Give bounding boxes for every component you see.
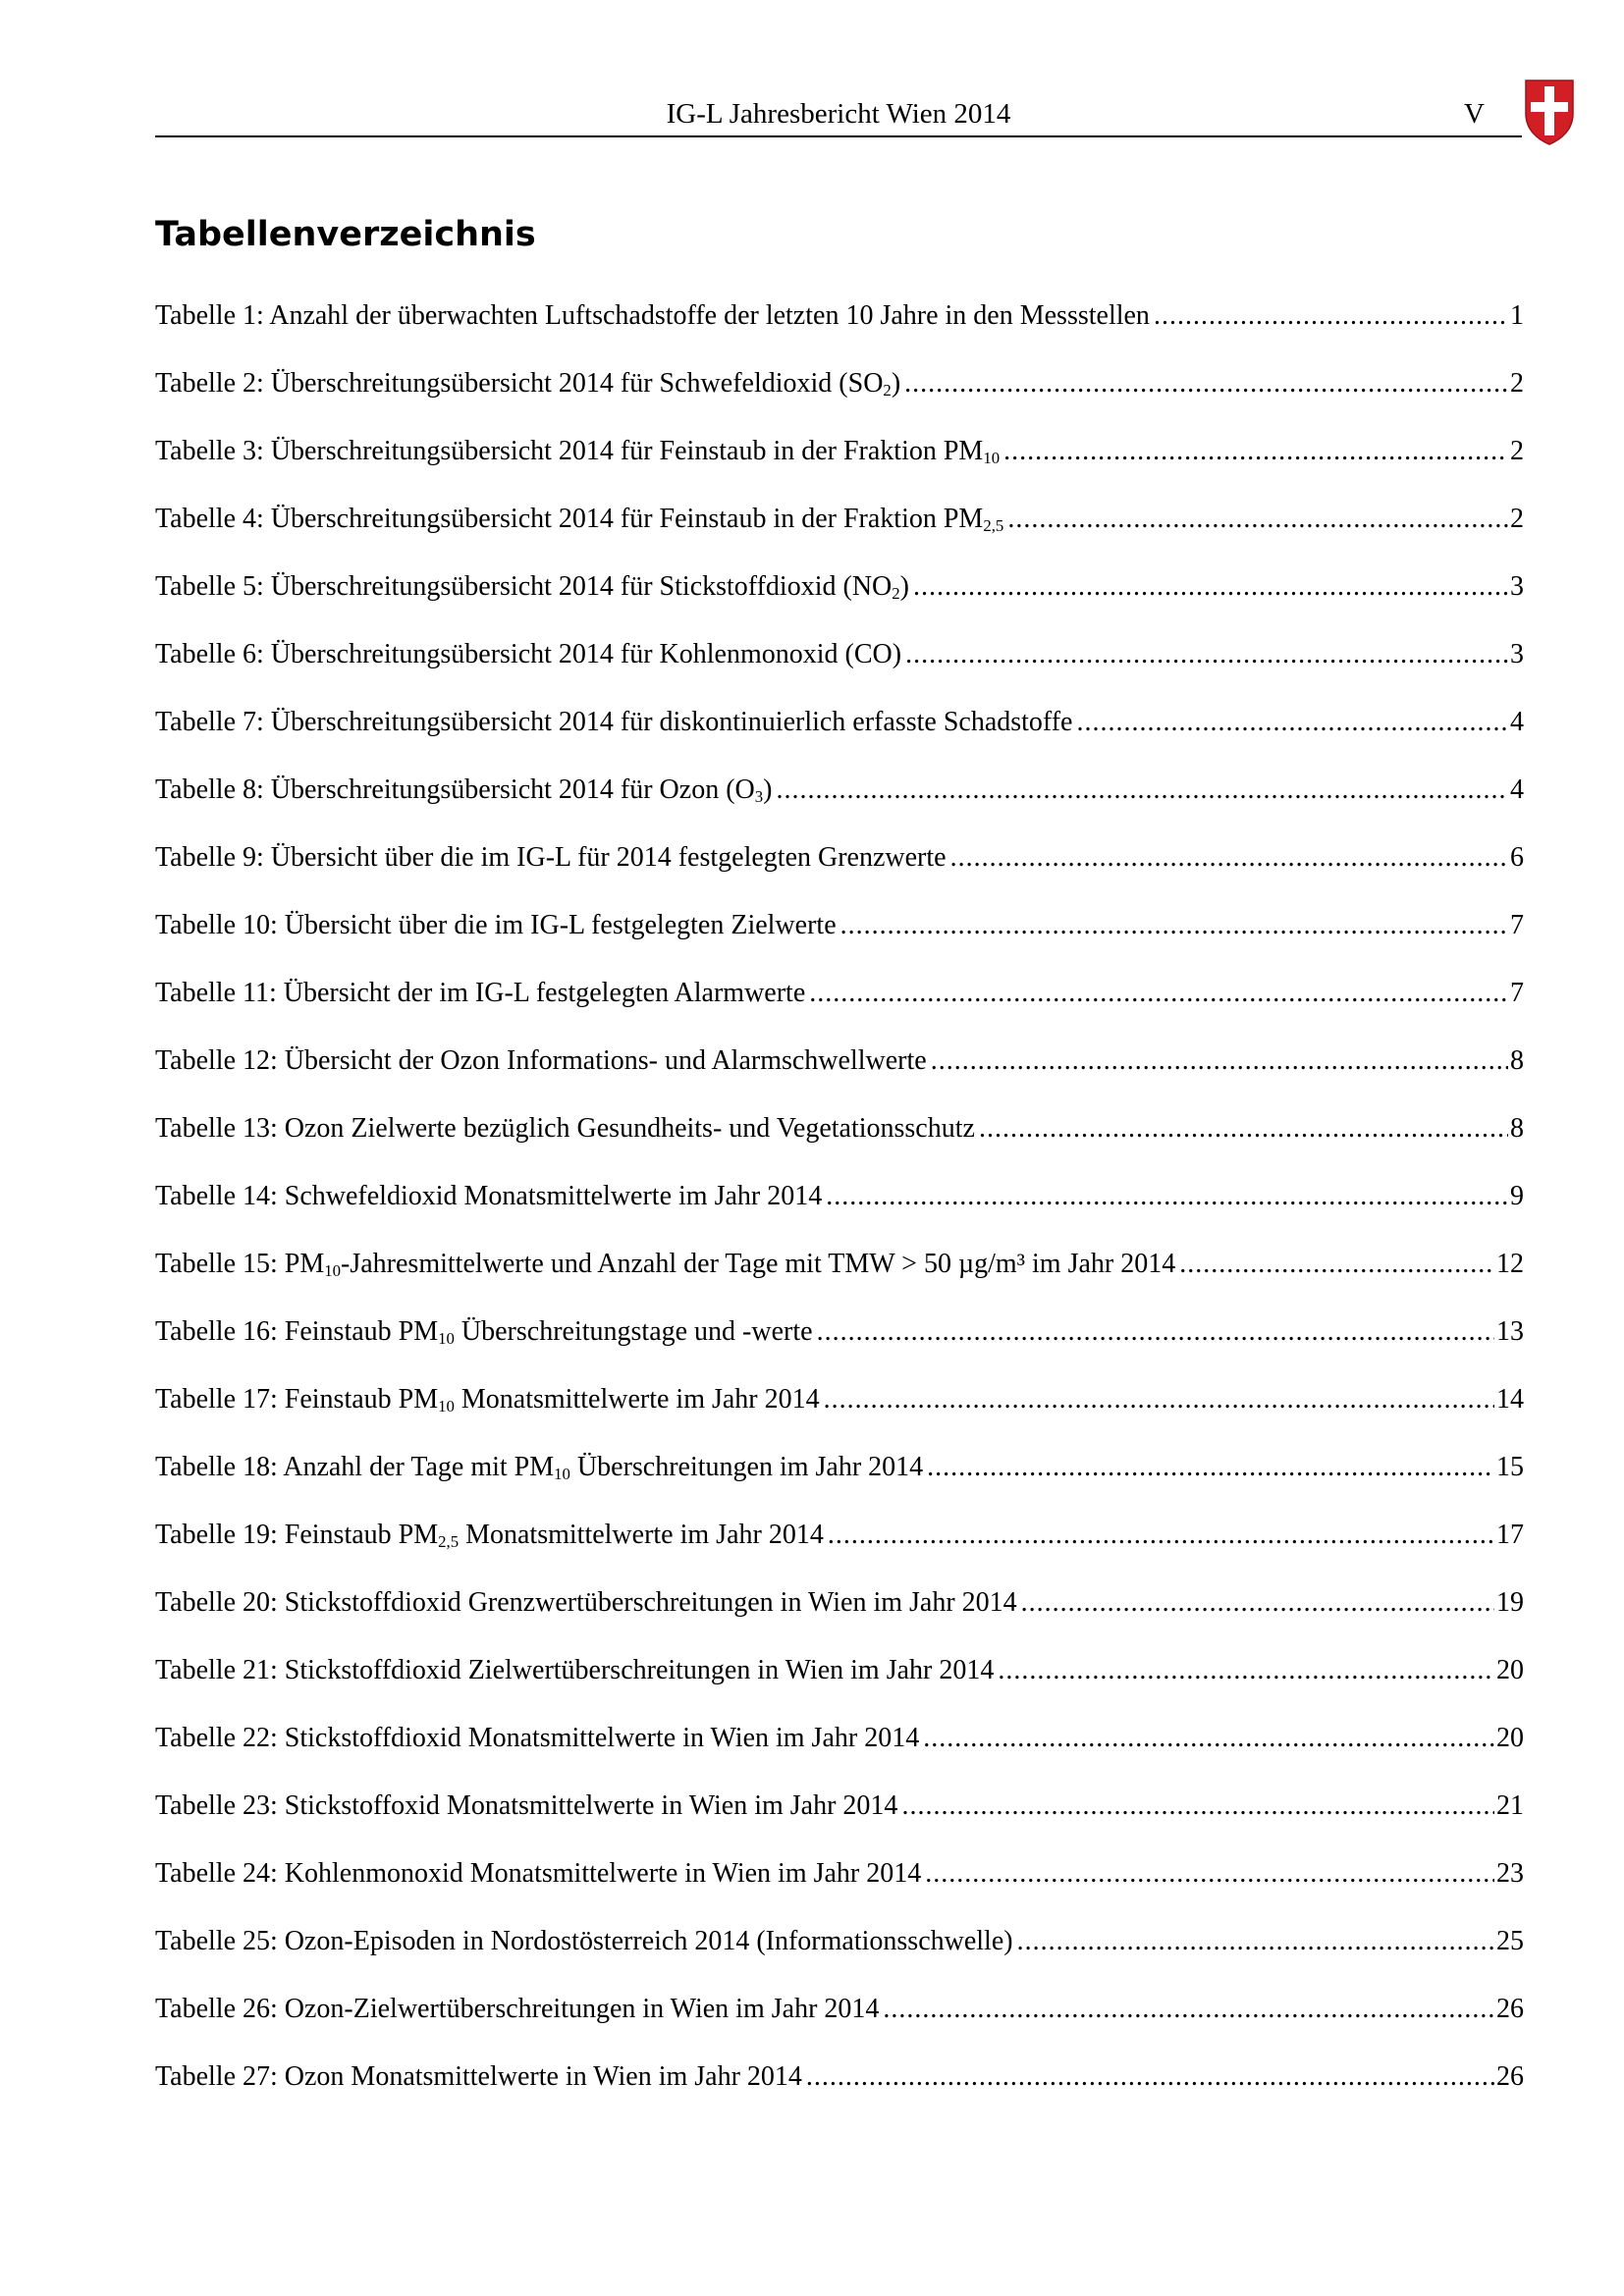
page-header xyxy=(155,94,1522,139)
toc-dot-leader xyxy=(840,902,1508,949)
toc-entry[interactable] xyxy=(155,1512,1524,1579)
toc-entry-subscript: 2,5 xyxy=(438,1532,460,1552)
toc-entry-page: 21 xyxy=(1496,1790,1524,1821)
toc-dot-leader xyxy=(1021,1579,1494,1627)
toc-entry-page: 15 xyxy=(1496,1452,1524,1482)
toc-entry-title xyxy=(155,1783,897,1830)
toc-dot-leader xyxy=(931,1038,1508,1085)
toc-entry-text-after: ) xyxy=(763,774,773,805)
toc-entry-title xyxy=(155,1376,820,1423)
toc-entry-page: 4 xyxy=(1510,707,1524,737)
toc-dot-leader xyxy=(927,1444,1494,1491)
toc-dot-leader xyxy=(1179,1241,1494,1288)
toc-entry-page: 7 xyxy=(1510,910,1524,940)
toc-dot-leader xyxy=(809,970,1508,1017)
toc-entry[interactable] xyxy=(155,970,1524,1038)
toc-entry[interactable] xyxy=(155,360,1524,428)
toc-entry-text: Tabelle 11: Übersicht der im IG-L festgelegten Alarmwerte xyxy=(155,978,806,1008)
toc-entry-subscript: 10 xyxy=(983,449,1001,468)
toc-entry[interactable] xyxy=(155,631,1524,699)
toc-entry-text: Tabelle 20: Stickstoffdioxid Grenzwertüberschreitungen in Wien im Jahr 2014 xyxy=(155,1587,1017,1618)
toc-entry-title xyxy=(155,1173,822,1220)
toc-dot-leader xyxy=(901,1783,1494,1830)
toc-entry-title xyxy=(155,1850,921,1897)
toc-entry-text-after: -Jahresmittelwerte und Anzahl der Tage mit TMW > 50 µg/m³ im Jahr 2014 xyxy=(341,1249,1176,1279)
toc-dot-leader xyxy=(904,360,1508,407)
header-title: IG-L Jahresbericht Wien 2014 xyxy=(666,98,1011,130)
toc-dot-leader xyxy=(913,563,1508,611)
vienna-coat-of-arms-icon xyxy=(1525,79,1574,145)
toc-entry-text: Tabelle 10: Übersicht über die im IG-L festgelegten Zielwerte xyxy=(155,910,837,940)
toc-entry-text: Tabelle 26: Ozon-Zielwertüberschreitungen in Wien im Jahr 2014 xyxy=(155,1994,880,2024)
toc-entry-subscript: 2 xyxy=(892,584,900,604)
toc-entry-text: Tabelle 2: Überschreitungsübersicht 2014 für Schwefeldioxid (SO xyxy=(155,368,884,399)
toc-entry[interactable] xyxy=(155,428,1524,496)
toc-entry-title xyxy=(155,1038,927,1085)
toc-entry[interactable] xyxy=(155,1444,1524,1512)
toc-entry-subscript: 10 xyxy=(554,1465,570,1484)
toc-entry[interactable] xyxy=(155,1850,1524,1918)
toc-entry-title xyxy=(155,1986,879,2033)
toc-entry-page: 26 xyxy=(1496,1994,1524,2024)
toc-dot-leader xyxy=(776,767,1508,814)
toc-entry-text: Tabelle 7: Überschreitungsübersicht 2014 für diskontinuierlich erfasste Schadstoffe xyxy=(155,707,1073,737)
toc-entry-text: Tabelle 16: Feinstaub PM xyxy=(155,1316,439,1347)
toc-dot-leader xyxy=(817,1308,1494,1356)
toc-entry[interactable] xyxy=(155,902,1524,970)
toc-entry-subscript: 2 xyxy=(883,381,892,400)
header-page-number: V xyxy=(1464,98,1485,130)
toc-entry-text-after: ) xyxy=(891,368,901,399)
toc-dot-leader xyxy=(826,1173,1508,1220)
toc-entry-title xyxy=(155,1715,919,1762)
toc-dot-leader xyxy=(998,1647,1494,1694)
toc-entry-page: 8 xyxy=(1510,1045,1524,1076)
toc-dot-leader xyxy=(950,834,1508,881)
toc-entry-subscript: 10 xyxy=(438,1397,455,1416)
toc-entry-title xyxy=(155,1647,994,1694)
toc-entry[interactable] xyxy=(155,496,1524,563)
toc-entry-text: Tabelle 25: Ozon-Episoden in Nordostösterreich 2014 (Informationsschwelle) xyxy=(155,1926,1013,1956)
toc-entry-page: 6 xyxy=(1510,842,1524,873)
toc-entry-text: Tabelle 18: Anzahl der Tage mit PM xyxy=(155,1452,555,1482)
toc-entry-text: Tabelle 3: Überschreitungsübersicht 2014 für Feinstaub in der Fraktion PM xyxy=(155,436,984,466)
toc-dot-leader xyxy=(883,1986,1494,2033)
toc-entry-text: Tabelle 14: Schwefeldioxid Monatsmittelwerte im Jahr 2014 xyxy=(155,1181,823,1211)
toc-dot-leader xyxy=(1154,293,1508,340)
toc-entry-page: 20 xyxy=(1496,1655,1524,1685)
toc-entry-title xyxy=(155,1512,824,1559)
toc-entry-text: Tabelle 1: Anzahl der überwachten Luftschadstoffe der letzten 10 Jahre in den Messstellen xyxy=(155,300,1150,331)
toc-entry-page: 8 xyxy=(1510,1113,1524,1144)
toc-entry-page: 26 xyxy=(1496,2061,1524,2092)
toc-entry[interactable] xyxy=(155,2054,1524,2121)
toc-entry-title xyxy=(155,293,1150,340)
toc-entry-text-after: ) xyxy=(899,571,909,602)
toc-entry-text: Tabelle 5: Überschreitungsübersicht 2014 für Stickstoffdioxid (NO xyxy=(155,571,893,602)
toc-entry[interactable] xyxy=(155,293,1524,360)
toc-entry-page: 14 xyxy=(1496,1384,1524,1415)
toc-entry-title xyxy=(155,563,909,611)
toc-entry-subscript: 10 xyxy=(324,1261,342,1281)
toc-entry-text: Tabelle 22: Stickstoffdioxid Monatsmittelwerte in Wien im Jahr 2014 xyxy=(155,1723,920,1753)
toc-entry-text: Tabelle 15: PM xyxy=(155,1249,325,1279)
toc-entry-title xyxy=(155,496,1003,543)
toc-entry-page: 2 xyxy=(1510,436,1524,466)
toc-entry-title xyxy=(155,1444,923,1491)
table-of-contents xyxy=(155,293,1524,2121)
toc-entry-text: Tabelle 17: Feinstaub PM xyxy=(155,1384,439,1415)
toc-entry-subscript: 10 xyxy=(438,1329,455,1349)
toc-entry[interactable] xyxy=(155,1105,1524,1173)
toc-entry-page: 17 xyxy=(1496,1520,1524,1550)
toc-entry-page: 20 xyxy=(1496,1723,1524,1753)
toc-entry-subscript: 2,5 xyxy=(983,516,1004,536)
toc-entry-page: 4 xyxy=(1510,774,1524,805)
toc-entry[interactable] xyxy=(155,1038,1524,1105)
toc-dot-leader xyxy=(925,1850,1494,1897)
toc-dot-leader xyxy=(806,2054,1494,2101)
toc-entry[interactable] xyxy=(155,1173,1524,1241)
toc-entry[interactable] xyxy=(155,1579,1524,1647)
toc-dot-leader xyxy=(905,631,1508,678)
toc-entry-title xyxy=(155,767,772,814)
toc-entry-title xyxy=(155,428,1000,475)
toc-entry-text: Tabelle 9: Übersicht über die im IG-L für 2014 festgelegten Grenzwerte xyxy=(155,842,947,873)
toc-entry-title xyxy=(155,834,947,881)
toc-entry-title xyxy=(155,970,805,1017)
toc-entry-title xyxy=(155,631,901,678)
toc-entry-page: 25 xyxy=(1496,1926,1524,1956)
toc-entry-subscript: 3 xyxy=(754,787,764,807)
toc-entry-title xyxy=(155,1918,1013,1965)
toc-entry-title xyxy=(155,2054,802,2101)
toc-entry-page: 2 xyxy=(1510,368,1524,399)
toc-entry-page: 7 xyxy=(1510,978,1524,1008)
toc-dot-leader xyxy=(1007,496,1508,543)
toc-entry[interactable] xyxy=(155,1715,1524,1783)
toc-entry-text: Tabelle 4: Überschreitungsübersicht 2014 für Feinstaub in der Fraktion PM xyxy=(155,504,984,534)
toc-entry-title xyxy=(155,360,900,407)
toc-entry[interactable] xyxy=(155,1918,1524,1986)
toc-entry-page: 9 xyxy=(1510,1181,1524,1211)
toc-entry[interactable] xyxy=(155,767,1524,834)
toc-dot-leader xyxy=(1003,428,1508,475)
toc-entry-title xyxy=(155,902,837,949)
toc-entry-title xyxy=(155,699,1073,746)
toc-dot-leader xyxy=(828,1512,1494,1559)
toc-entry-title xyxy=(155,1105,975,1152)
toc-entry[interactable] xyxy=(155,1241,1524,1308)
toc-entry-text: Tabelle 23: Stickstoffoxid Monatsmittelwerte in Wien im Jahr 2014 xyxy=(155,1790,898,1821)
toc-dot-leader xyxy=(1017,1918,1494,1965)
toc-entry[interactable] xyxy=(155,1308,1524,1376)
toc-entry-page: 23 xyxy=(1496,1858,1524,1889)
page-title: Tabellenverzeichnis xyxy=(155,215,536,254)
toc-entry[interactable] xyxy=(155,1783,1524,1850)
toc-entry-text: Tabelle 13: Ozon Zielwerte bezüglich Gesundheits- und Vegetationsschutz xyxy=(155,1113,975,1144)
toc-entry-page: 2 xyxy=(1510,504,1524,534)
header-rule xyxy=(155,135,1522,137)
toc-entry[interactable] xyxy=(155,1986,1524,2054)
toc-entry-text: Tabelle 12: Übersicht der Ozon Informations- und Alarmschwellwerte xyxy=(155,1045,927,1076)
toc-entry-text-after: Monatsmittelwerte im Jahr 2014 xyxy=(454,1384,820,1415)
toc-entry-text-after: Monatsmittelwerte im Jahr 2014 xyxy=(459,1520,824,1550)
toc-entry-page: 13 xyxy=(1496,1316,1524,1347)
toc-entry-title xyxy=(155,1308,813,1356)
toc-entry-text: Tabelle 21: Stickstoffdioxid Zielwertüberschreitungen in Wien im Jahr 2014 xyxy=(155,1655,995,1685)
toc-entry[interactable] xyxy=(155,1647,1524,1715)
toc-entry-text-after: Überschreitungstage und -werte xyxy=(454,1316,813,1347)
toc-entry-text: Tabelle 19: Feinstaub PM xyxy=(155,1520,439,1550)
toc-entry[interactable] xyxy=(155,699,1524,767)
toc-entry[interactable] xyxy=(155,563,1524,631)
toc-entry-page: 19 xyxy=(1496,1587,1524,1618)
toc-dot-leader xyxy=(1077,699,1509,746)
toc-entry-text: Tabelle 27: Ozon Monatsmittelwerte in Wien im Jahr 2014 xyxy=(155,2061,802,2092)
toc-dot-leader xyxy=(824,1376,1494,1423)
toc-entry-page: 12 xyxy=(1496,1249,1524,1279)
toc-entry-text: Tabelle 6: Überschreitungsübersicht 2014 für Kohlenmonoxid (CO) xyxy=(155,639,902,669)
toc-entry-page: 3 xyxy=(1510,571,1524,602)
toc-entry[interactable] xyxy=(155,834,1524,902)
toc-entry[interactable] xyxy=(155,1376,1524,1444)
toc-entry-title xyxy=(155,1579,1017,1627)
toc-entry-text-after: Überschreitungen im Jahr 2014 xyxy=(569,1452,924,1482)
toc-entry-page: 3 xyxy=(1510,639,1524,669)
toc-entry-text: Tabelle 24: Kohlenmonoxid Monatsmittelwerte in Wien im Jahr 2014 xyxy=(155,1858,922,1889)
toc-dot-leader xyxy=(979,1105,1508,1152)
toc-entry-page: 1 xyxy=(1510,300,1524,331)
toc-dot-leader xyxy=(923,1715,1494,1762)
toc-entry-title xyxy=(155,1241,1175,1288)
toc-entry-text: Tabelle 8: Überschreitungsübersicht 2014 für Ozon (O xyxy=(155,774,755,805)
